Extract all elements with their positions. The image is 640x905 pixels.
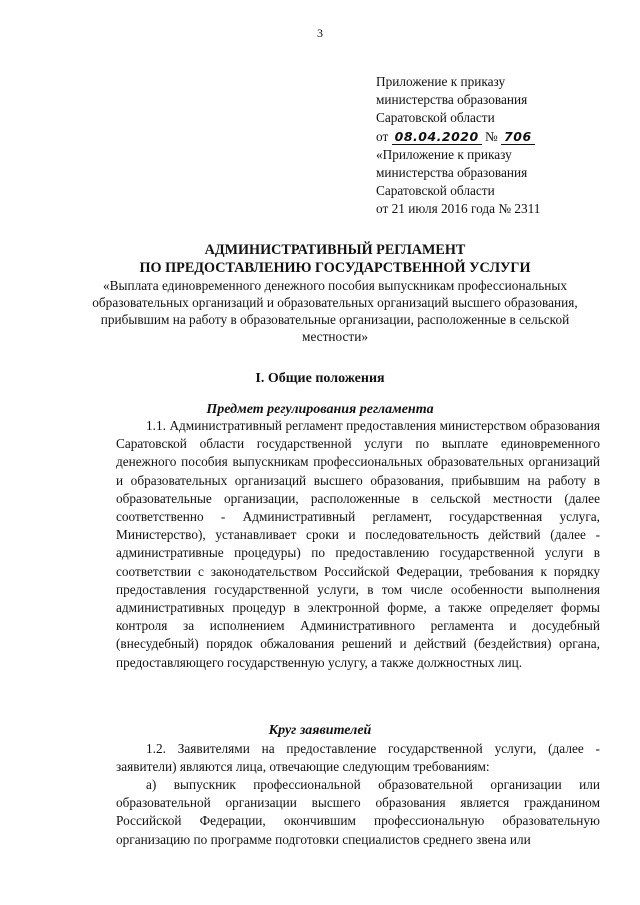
paragraph-1-2-a: а) выпускник профессиональной образовательной организации или образовательной организации высшего образования является гражданином Российской Федерации, окончившим профессиональную образовательную организацию по программе подготовки специалистов среднего звена или — [116, 777, 600, 847]
document-title — [100, 241, 570, 277]
appendix-line: Саратовской области — [376, 183, 495, 199]
appendix-line: Саратовской области — [376, 110, 495, 126]
section-heading: I. Общие положения — [255, 371, 385, 386]
handwritten-date: 08.04.2020 — [392, 129, 482, 145]
appendix-order-line — [376, 128, 626, 146]
document-subtitle: «Выплата единовременного денежного пособия выпускникам профессиональных образовательных организаций и образовательных организаций высшего образования, прибывшим на работу в образовательные организации, расположенные в сельской местности» — [92, 278, 578, 344]
appendix-line: от 21 июля 2016 года № 2311 — [376, 201, 541, 217]
appendix-line: «Приложение к приказу — [376, 146, 512, 162]
subheading-subject: Предмет регулирования регламента — [206, 402, 434, 417]
appendix-line: министерства образования — [376, 165, 528, 181]
title-line: АДМИНИСТРАТИВНЫЙ РЕГЛАМЕНТ — [204, 242, 466, 258]
appendix-line: Приложение к приказу — [376, 74, 506, 89]
title-line: ПО ПРЕДОСТАВЛЕНИЮ ГОСУДАРСТВЕННОЙ УСЛУГИ — [139, 260, 531, 276]
handwritten-order-number: 706 — [501, 129, 535, 145]
appendix-line: министерства образования — [376, 92, 528, 108]
appendix-block — [376, 73, 626, 219]
order-prefix: от — [376, 128, 389, 144]
paragraph-1-2: 1.2. Заявителями на предоставление государственной услуги, (далее - заявители) являются лица, отвечающие следующим требованиям: — [116, 741, 600, 775]
subheading-applicants: Круг заявителей — [268, 723, 372, 738]
page-number: 3 — [317, 26, 323, 40]
paragraph-1-1: 1.1. Административный регламент предоставления министерством образования Саратовской области государственной услуги по выплате единовременного денежного пособия выпускникам профессиональных образовательных организаций и образовательных организаций высшего образования, прибывшим на работу в образовательные организации, расположенные в сельской местности (далее соответственно - Административный регламент, государственная услуга, Министерство), устанавливает сроки и последовательность действий (далее - административные процедуры) по предоставлению государственной услуги в соответствии с законодательством Российской Федерации, требования к порядку предоставления государственной услуги, в том числе особенности выполнения административных процедур в электронной форме, а также определяет формы контроля за исполнением Административного регламента и досудебный (внесудебный) порядок обжалования решений и действий (бездействия) органа, предоставляющего государственную услугу, а также должностных лиц. — [116, 418, 600, 670]
number-sign: № — [485, 128, 498, 144]
